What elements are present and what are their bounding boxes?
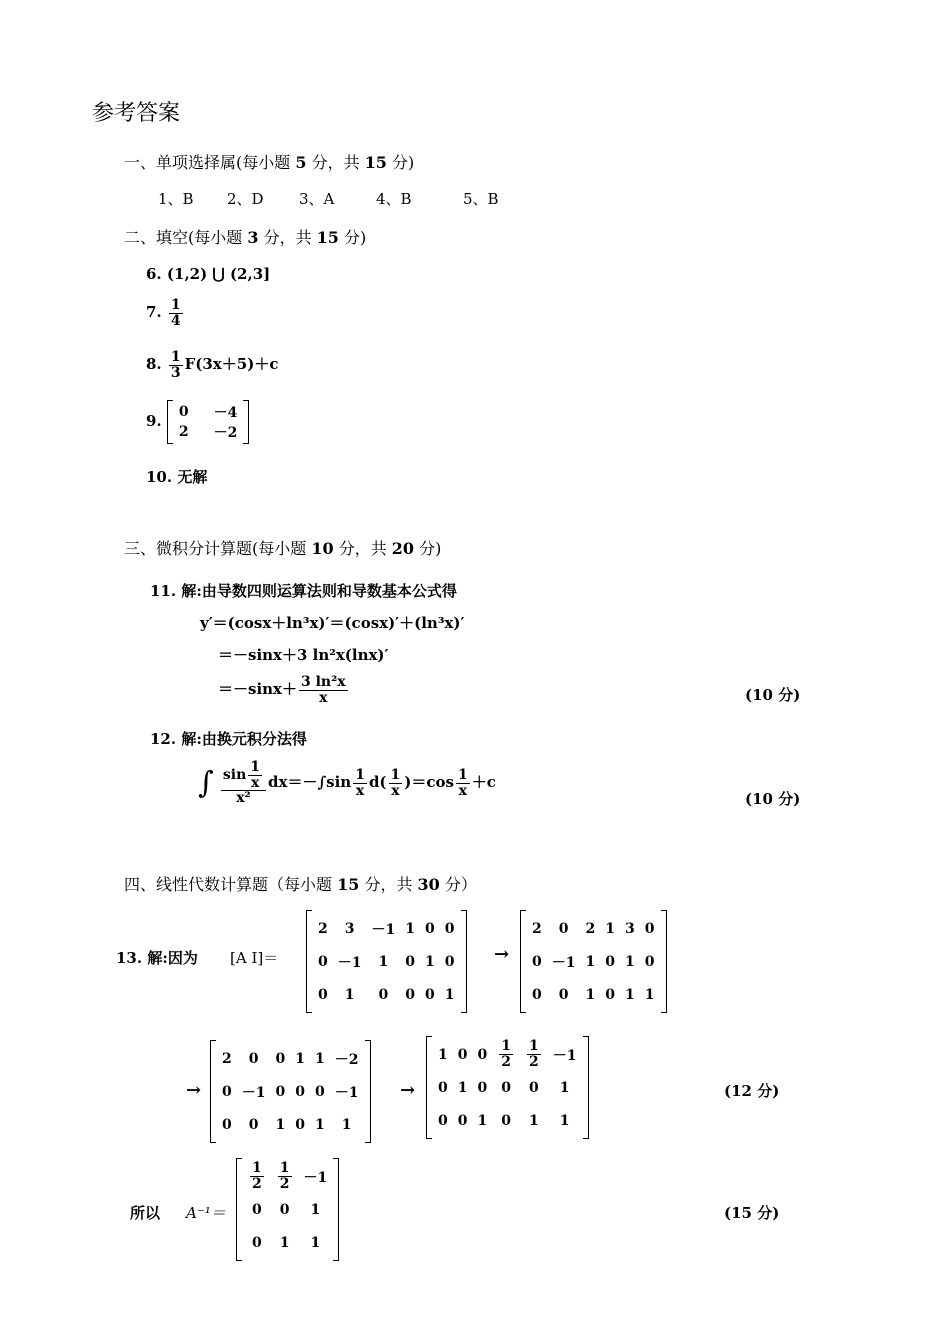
arrow-icon: → (186, 1080, 202, 1101)
matrix-cell: 0 (279, 1201, 290, 1218)
q12-frac-b (389, 768, 403, 798)
matrix-2-body (527, 912, 660, 1011)
q13-score-a: (12 分) (724, 1082, 780, 1100)
matrix-fraction-den: 2 (501, 1054, 511, 1070)
q12-equation (198, 760, 496, 806)
matrix-row (433, 1038, 582, 1071)
matrix-cell: －1 (371, 921, 396, 938)
fill-9-matrix (167, 400, 250, 444)
matrix-cell: －1 (334, 1084, 359, 1101)
matrix-fraction-num: 1 (529, 1038, 539, 1055)
q11-heading: 11. 解:由导数四则运算法则和导数基本公式得 (150, 582, 457, 600)
matrix-cell: 0 (425, 920, 435, 937)
matrix-4-bracket (426, 1036, 589, 1139)
q11-fraction-num: 3 ln²x (301, 674, 346, 690)
q11-line-3-pre: ＝－sinx＋ (218, 680, 297, 699)
integral-sign: ∫ (198, 765, 214, 801)
matrix-5-body (243, 1160, 332, 1259)
q12-sin: sin (222, 767, 247, 784)
matrix-row (313, 945, 460, 978)
matrix-cell: 3 (344, 920, 355, 937)
fill-6 (146, 265, 270, 283)
matrix-cell: 1 (344, 986, 355, 1003)
matrix-cell: 1 (585, 953, 596, 970)
fill-8-fraction (169, 350, 183, 380)
answer-1: 1、B (158, 190, 194, 208)
q12-inner-den: x (250, 774, 260, 791)
matrix-2 (520, 910, 667, 1013)
q13-heading: 13. 解:因为 (116, 949, 198, 967)
section-4-prefix: 四、线性代数计算题（每小题 (124, 875, 338, 894)
matrix-cell: 0 (438, 1112, 448, 1129)
section-1-heading (124, 150, 414, 173)
matrix-cell (492, 1038, 520, 1071)
answer-4: 4、B (376, 190, 412, 208)
matrix-cell (243, 1160, 271, 1193)
matrix-cell: 2 (178, 424, 189, 440)
matrix-cell: 0 (444, 953, 455, 970)
section-4-suffix: 分） (439, 875, 477, 894)
q12-outer-fraction (221, 760, 266, 806)
matrix-cell (520, 1038, 548, 1071)
matrix-cell: 1 (644, 986, 655, 1003)
matrix-cell: －2 (334, 1051, 359, 1068)
matrix-cell: 0 (644, 920, 655, 937)
q12-d-close: )＝cos (404, 773, 454, 792)
matrix-cell: 1 (378, 953, 389, 970)
matrix-cell: 0 (444, 920, 455, 937)
matrix-cell: 0 (644, 953, 655, 970)
q12-outer-den: x² (236, 790, 251, 807)
matrix-cell: 1 (477, 1112, 488, 1129)
q12-frac-c-num: 1 (457, 766, 468, 783)
q12-frac-a-den: x (355, 782, 365, 799)
matrix-row (527, 912, 660, 945)
q12-d-open: d( (368, 773, 387, 792)
matrix-row (243, 1226, 332, 1259)
matrix-1-bracket (306, 910, 467, 1013)
fill-9-label: 9. (146, 412, 162, 430)
q12-frac-b-den: x (391, 782, 400, 799)
matrix-fraction (527, 1039, 541, 1069)
fill-8-den: 3 (170, 364, 181, 381)
matrix-3 (210, 1040, 371, 1143)
matrix-cell: 1 (625, 986, 635, 1003)
matrix-cell: 0 (318, 986, 328, 1003)
answer-5: 5、B (463, 190, 499, 208)
matrix-cell: －2 (213, 425, 238, 441)
q12-frac-a (353, 768, 367, 798)
q12-frac-c-den: x (458, 782, 468, 799)
matrix-cell: 0 (501, 1112, 511, 1129)
matrix-cell: 0 (295, 1116, 305, 1133)
matrix-row (243, 1193, 332, 1226)
fill-6-label: 6. (146, 265, 162, 283)
matrix-cell: 0 (477, 1046, 488, 1063)
q13-so: 所以 (130, 1204, 161, 1222)
section-2-total: 15 (316, 228, 339, 247)
q12-outer-num (221, 760, 266, 791)
matrix-cell: 0 (315, 1083, 325, 1100)
matrix-cell: 0 (477, 1079, 488, 1096)
matrix-3-body (217, 1042, 364, 1141)
matrix-fraction-den: 2 (252, 1176, 262, 1192)
matrix-cell: 1 (457, 1079, 468, 1096)
matrix-cell: 0 (501, 1079, 511, 1096)
matrix-cell: －1 (337, 954, 362, 971)
matrix-row (313, 978, 460, 1011)
matrix-cell: 1 (444, 986, 455, 1003)
matrix-cell: 1 (310, 1201, 321, 1218)
q11-line-3 (218, 675, 350, 705)
q12-frac-b-num: 1 (390, 766, 401, 783)
matrix-cell: 1 (315, 1050, 325, 1067)
matrix-row (527, 978, 660, 1011)
matrix-3-bracket (210, 1040, 371, 1143)
arrow-icon: → (494, 944, 510, 965)
matrix-cell: 1 (275, 1116, 286, 1133)
matrix-cell: 0 (275, 1083, 286, 1100)
matrix-5-bracket (236, 1158, 339, 1261)
matrix-cell: 0 (222, 1083, 232, 1100)
section-1-mid: 分，共 (306, 153, 365, 172)
page-title: 参考答案 (92, 101, 181, 126)
matrix-cell: 1 (605, 920, 615, 937)
matrix-cell: 2 (532, 920, 542, 937)
fill-7 (146, 298, 185, 328)
section-4-per: 15 (337, 875, 360, 894)
arrow-icon: → (400, 1080, 416, 1101)
section-3-heading (124, 536, 441, 559)
matrix-cell: 1 (559, 1112, 570, 1129)
q12-inner-fraction (248, 760, 262, 790)
section-1-suffix: 分) (386, 153, 415, 172)
matrix-cell: 0 (605, 986, 615, 1003)
matrix-row (217, 1042, 364, 1075)
fill-9 (146, 400, 249, 444)
matrix-cell: 1 (438, 1046, 448, 1063)
matrix-cell: 2 (585, 920, 596, 937)
section-2-suffix: 分) (338, 228, 367, 247)
matrix-cell: 0 (558, 920, 569, 937)
matrix-cell: 0 (275, 1050, 286, 1067)
matrix-cell: 0 (457, 1046, 468, 1063)
section-4-heading (124, 872, 477, 895)
fill-7-den: 4 (170, 312, 181, 329)
fill-10-label: 10. (146, 468, 173, 486)
section-1-total: 15 (364, 153, 387, 172)
matrix-fraction-den: 2 (529, 1054, 539, 1070)
answer-3: 3、A (299, 190, 335, 208)
matrix-row (217, 1075, 364, 1108)
matrix-cell: －1 (552, 1047, 577, 1064)
matrix-cell: 1 (405, 920, 415, 937)
fill-8-rest: F(3x＋5)＋c (184, 355, 279, 374)
q12-score: (10 分) (745, 790, 801, 808)
matrix-cell: 1 (585, 986, 596, 1003)
matrix-cell: 2 (318, 920, 328, 937)
matrix-fraction-num: 1 (252, 1160, 262, 1177)
matrix-cell: 1 (425, 953, 435, 970)
matrix-cell: 0 (558, 986, 569, 1003)
matrix-row (527, 945, 660, 978)
matrix-row (217, 1108, 364, 1141)
fill-10 (146, 466, 207, 487)
matrix-cell: 2 (222, 1050, 232, 1067)
matrix-5 (236, 1158, 339, 1261)
matrix-cell: －1 (303, 1169, 328, 1186)
matrix-1 (306, 910, 467, 1013)
matrix-row (433, 1071, 582, 1104)
fill-7-fraction (169, 298, 183, 328)
matrix-fraction (499, 1039, 513, 1069)
matrix-cell (271, 1160, 299, 1193)
fill-10-value: 无解 (177, 468, 208, 486)
matrix-cell: 0 (248, 1116, 259, 1133)
q11-line-1: y′＝(cosx＋ln³x)′＝(cosx)′＋(ln³x)′ (200, 614, 465, 632)
fill-6-value: (1,2) ⋃ (2,3] (166, 265, 271, 283)
matrix-cell: 0 (438, 1079, 448, 1096)
matrix-cell: 0 (405, 953, 415, 970)
fill-8 (146, 350, 278, 380)
matrix-cell: 1 (315, 1116, 325, 1133)
matrix-cell: 0 (248, 1050, 259, 1067)
matrix-fraction-num: 1 (279, 1160, 290, 1177)
matrix-cell: 0 (318, 953, 328, 970)
q12-dx: dx＝－∫sin (268, 773, 352, 792)
q13-ainv: A⁻¹＝ (186, 1204, 226, 1222)
section-1-per: 5 (295, 153, 307, 172)
matrix-1-body (313, 912, 460, 1011)
q11-fraction-den: x (319, 689, 328, 706)
section-4-total: 30 (417, 875, 440, 894)
section-4-mid: 分，共 (359, 875, 418, 894)
q13-score-b: (15 分) (724, 1204, 780, 1222)
matrix-fraction-num: 1 (501, 1038, 511, 1055)
matrix-cell: 0 (252, 1201, 262, 1218)
matrix-cell: 0 (178, 404, 189, 420)
section-3-mid: 分，共 (333, 539, 392, 558)
q11-score: (10 分) (745, 686, 801, 704)
fill-8-label: 8. (146, 355, 162, 374)
section-3-total: 20 (391, 539, 415, 558)
q13-ai: [A I]＝ (230, 949, 279, 967)
section-2-mid: 分，共 (258, 228, 317, 247)
section-2-heading (124, 225, 366, 248)
matrix-cell: 0 (529, 1079, 539, 1096)
q11-fraction (299, 675, 348, 705)
matrix-cell: 1 (279, 1234, 290, 1251)
matrix-cell: 1 (625, 953, 635, 970)
matrix-cell: 0 (405, 986, 415, 1003)
matrix-cell: 1 (310, 1234, 321, 1251)
matrix-fraction (278, 1161, 292, 1191)
matrix-cell: 0 (295, 1083, 305, 1100)
q12-heading: 12. 解:由换元积分法得 (150, 730, 307, 748)
q12-tail: ＋c (471, 773, 496, 792)
q12-frac-c (456, 768, 470, 798)
matrix-row (243, 1160, 332, 1193)
matrix-2-bracket (520, 910, 667, 1013)
matrix-4 (426, 1036, 589, 1139)
matrix-cell: 0 (532, 986, 542, 1003)
matrix-cell: 0 (457, 1112, 468, 1129)
matrix-cell: 1 (341, 1116, 352, 1133)
section-2-prefix: 二、填空(每小题 (124, 228, 248, 247)
matrix-row (433, 1104, 582, 1137)
matrix-4-body (433, 1038, 582, 1137)
matrix-fraction-den: 2 (279, 1176, 290, 1192)
q11-line-2: ＝－sinx＋3 ln²x(lnx)′ (218, 646, 389, 664)
matrix-cell: －1 (241, 1084, 266, 1101)
q12-inner-num: 1 (250, 759, 261, 775)
matrix-cell: 1 (559, 1079, 570, 1096)
section-1-prefix: 一、单项选择属(每小题 (124, 153, 296, 172)
section-3-prefix: 三、微积分计算题(每小题 (124, 539, 312, 558)
matrix-cell: 0 (532, 953, 542, 970)
answer-2: 2、D (227, 190, 264, 208)
matrix-cell: 0 (252, 1234, 262, 1251)
matrix-cell: 1 (295, 1050, 305, 1067)
matrix-cell: 1 (529, 1112, 539, 1129)
matrix-cell: 0 (605, 953, 615, 970)
fill-7-num: 1 (170, 297, 181, 313)
matrix-row (313, 912, 460, 945)
matrix-fraction (250, 1161, 264, 1191)
matrix-cell: 0 (222, 1116, 232, 1133)
fill-8-num: 1 (170, 349, 181, 365)
section-3-suffix: 分) (414, 539, 442, 558)
section-2-per: 3 (247, 228, 259, 247)
matrix-cell: 0 (425, 986, 435, 1003)
matrix-cell: －1 (551, 954, 576, 971)
matrix-cell: 0 (378, 986, 389, 1003)
section-3-per: 10 (311, 539, 334, 558)
matrix-cell: 3 (625, 920, 635, 937)
q12-frac-a-num: 1 (355, 766, 365, 783)
matrix-cell: －4 (213, 405, 238, 421)
fill-7-label: 7. (146, 303, 162, 322)
